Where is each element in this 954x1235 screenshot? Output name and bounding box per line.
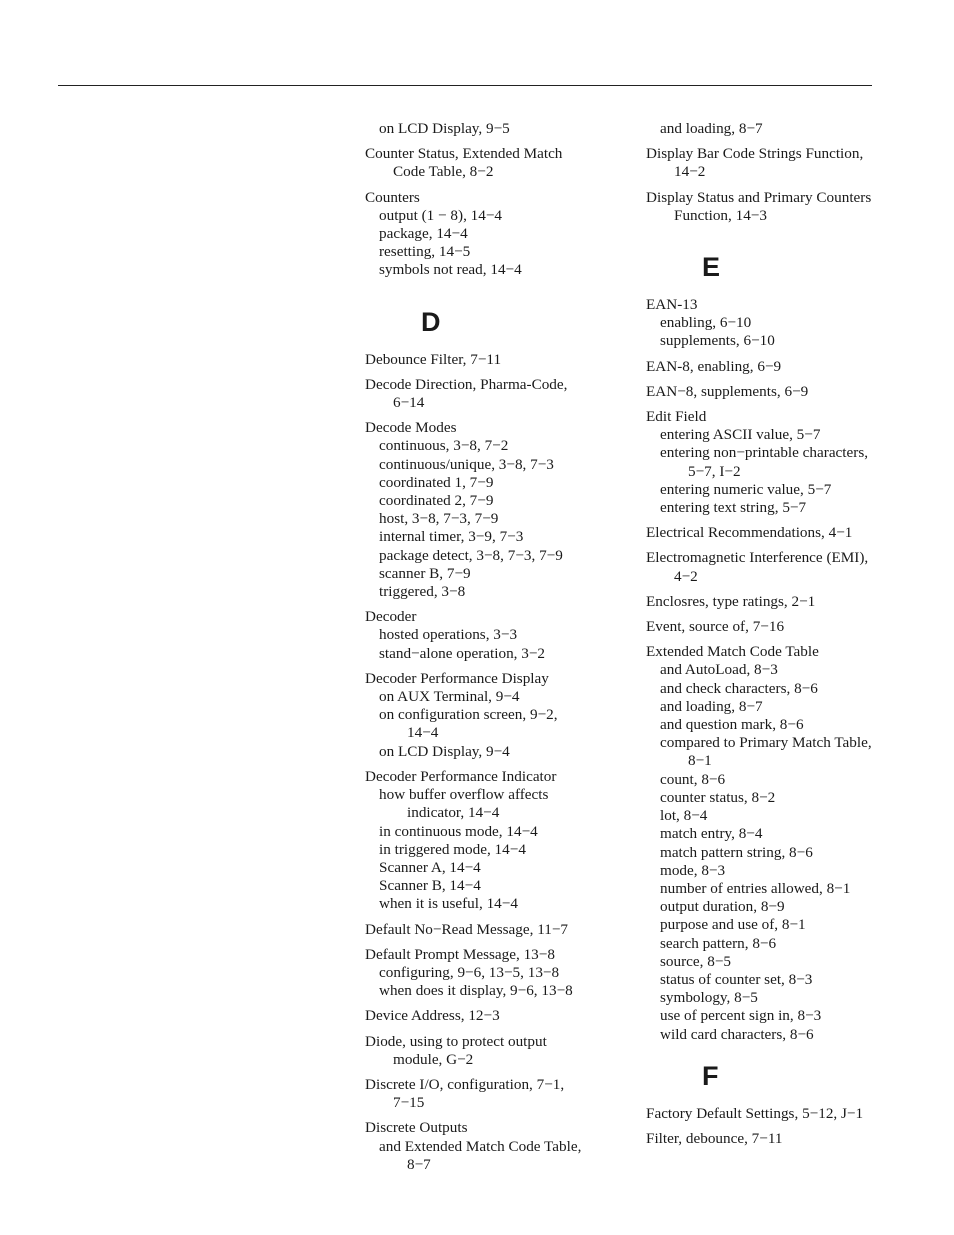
index-subterm: continuous, 3−8, 7−2 (379, 437, 509, 455)
index-subterm: on configuration screen, 9−2, (379, 706, 558, 724)
index-continuation: 14−4 (407, 724, 439, 742)
index-entry (365, 189, 635, 280)
index-subterm: on AUX Terminal, 9−4 (379, 688, 520, 706)
index-term: Edit Field (646, 408, 707, 426)
index-term: Debounce Filter, 7−11 (365, 350, 502, 368)
index-term: Decoder Performance Display (365, 669, 549, 687)
index-term: Electrical Recommendations, 4−1 (646, 524, 853, 542)
index-term: Decoder (365, 608, 417, 626)
index-term: Discrete Outputs (365, 1119, 468, 1137)
section-letter: F (702, 1060, 719, 1091)
index-subterm: internal timer, 3−9, 7−3 (379, 528, 524, 546)
index-continuation: 8−1 (688, 752, 712, 770)
index-subterm: how buffer overflow affects (379, 786, 549, 804)
index-subterm: package, 14−4 (379, 225, 468, 243)
index-term: Diode, using to protect output (365, 1032, 547, 1050)
index-entry (646, 643, 936, 1043)
index-entry (365, 419, 635, 601)
index-subterm: in continuous mode, 14−4 (379, 822, 538, 840)
section-letter: D (421, 306, 441, 337)
index-subterm: use of percent sign in, 8−3 (660, 1007, 822, 1025)
index-continuation: indicator, 14−4 (407, 804, 500, 822)
index-subterm: number of entries allowed, 8−1 (660, 879, 851, 897)
index-term: Electromagnetic Interference (EMI), (646, 549, 869, 567)
index-term: Device Address, 12−3 (365, 1007, 500, 1025)
index-entry (365, 670, 635, 761)
index-term: Display Status and Primary Counters (646, 188, 872, 206)
index-entry (365, 768, 635, 914)
index-entry (365, 1076, 635, 1112)
index-subterm: match pattern string, 8−6 (660, 843, 813, 861)
index-subterm: when does it display, 9−6, 13−8 (379, 982, 573, 1000)
index-entry (365, 145, 635, 181)
index-subterm: search pattern, 8−6 (660, 934, 777, 952)
index-subterm: counter status, 8−2 (660, 788, 776, 806)
index-subterm: enabling, 6−10 (660, 314, 752, 332)
index-subterm: entering numeric value, 5−7 (660, 480, 832, 498)
index-continuation: 6−14 (393, 394, 425, 412)
index-entry (646, 358, 936, 376)
index-term: Default No−Read Message, 11−7 (365, 920, 568, 938)
index-subterm: and question mark, 8−6 (660, 716, 804, 734)
index-subterm: scanner B, 7−9 (379, 564, 471, 582)
index-subterm: resetting, 14−5 (379, 243, 471, 261)
index-entry (646, 189, 936, 225)
header-rule (58, 85, 872, 86)
index-subterm: symbology, 8−5 (660, 989, 758, 1007)
index-term: Display Bar Code Strings Function, (646, 145, 864, 163)
index-subterm: package detect, 3−8, 7−3, 7−9 (379, 546, 563, 564)
index-subterm: Scanner A, 14−4 (379, 858, 481, 876)
index-entry (646, 1130, 936, 1148)
index-continuation: 8−7 (407, 1155, 431, 1173)
index-subterm: coordinated 2, 7−9 (379, 492, 494, 510)
index-term: Filter, debounce, 7−11 (646, 1129, 783, 1147)
index-subterm: entering non−printable characters, (660, 444, 869, 462)
index-entry (365, 1119, 635, 1174)
index-term: Discrete I/O, configuration, 7−1, (365, 1075, 565, 1093)
index-subterm: when it is useful, 14−4 (379, 895, 518, 913)
index-subterm: triggered, 3−8 (379, 583, 466, 601)
index-continuation: module, G−2 (393, 1050, 474, 1068)
index-entry (646, 549, 936, 585)
index-subterm: and Extended Match Code Table, (379, 1137, 582, 1155)
index-term: Enclosres, type ratings, 2−1 (646, 592, 816, 610)
index-continuation: 5−7, I−2 (688, 462, 741, 480)
index-subterm: supplements, 6−10 (660, 332, 775, 350)
index-subterm: entering text string, 5−7 (660, 499, 807, 517)
index-term: Event, source of, 7−16 (646, 618, 785, 636)
index-subterm: in triggered mode, 14−4 (379, 840, 526, 858)
index-column-right (646, 120, 936, 1155)
index-term: Decoder Performance Indicator (365, 767, 557, 785)
index-entry-continued (365, 120, 635, 138)
index-subterm: output duration, 8−9 (660, 898, 785, 916)
index-entry (646, 145, 936, 181)
index-subterm: and loading, 8−7 (660, 120, 763, 137)
index-term: Decode Direction, Pharma-Code, (365, 375, 568, 393)
index-subterm: and AutoLoad, 8−3 (660, 661, 778, 679)
index-entry (646, 524, 936, 542)
index-subterm: symbols not read, 14−4 (379, 261, 522, 279)
index-column-left (365, 120, 635, 1181)
index-subterm: stand−alone operation, 3−2 (379, 644, 546, 662)
index-entry (646, 593, 936, 611)
index-term: Counter Status, Extended Match (365, 145, 563, 163)
index-entry (365, 376, 635, 412)
index-subterm: Scanner B, 14−4 (379, 877, 481, 895)
index-continuation: 4−2 (674, 567, 698, 585)
index-subterm: entering ASCII value, 5−7 (660, 426, 821, 444)
index-subterm: on LCD Display, 9−5 (379, 120, 510, 137)
index-entry (646, 408, 936, 517)
index-subterm: match entry, 8−4 (660, 825, 763, 843)
index-entry (365, 351, 635, 369)
index-subterm: lot, 8−4 (660, 807, 708, 825)
index-entry (646, 296, 936, 351)
index-subterm: hosted operations, 3−3 (379, 626, 518, 644)
index-subterm: continuous/unique, 3−8, 7−3 (379, 455, 554, 473)
index-term: Counters (365, 188, 420, 206)
index-entry (365, 1033, 635, 1069)
index-subterm: purpose and use of, 8−1 (660, 916, 806, 934)
index-entry (365, 921, 635, 939)
index-subterm: count, 8−6 (660, 770, 726, 788)
index-subterm: and loading, 8−7 (660, 697, 763, 715)
index-subterm: and check characters, 8−6 (660, 679, 818, 697)
index-entry (365, 1007, 635, 1025)
index-entry (365, 946, 635, 1001)
index-term: EAN-8, enabling, 6−9 (646, 357, 782, 375)
index-term: Decode Modes (365, 419, 457, 437)
index-subterm: compared to Primary Match Table, (660, 734, 872, 752)
index-subterm: on LCD Display, 9−4 (379, 742, 510, 760)
index-continuation: 14−2 (674, 163, 706, 181)
index-entry (646, 1105, 936, 1123)
index-continuation: 7−15 (393, 1094, 425, 1112)
index-entry (646, 383, 936, 401)
index-entry (646, 618, 936, 636)
index-subterm: configuring, 9−6, 13−5, 13−8 (379, 963, 560, 981)
index-subterm: wild card characters, 8−6 (660, 1025, 814, 1043)
index-subterm: status of counter set, 8−3 (660, 970, 813, 988)
index-subterm: coordinated 1, 7−9 (379, 473, 494, 491)
index-entry (365, 608, 635, 663)
index-subterm: output (1 − 8), 14−4 (379, 206, 503, 224)
index-entry-continued (646, 120, 936, 138)
index-term: EAN−8, supplements, 6−9 (646, 382, 809, 400)
section-letter: E (702, 252, 721, 283)
index-continuation: Code Table, 8−2 (393, 163, 494, 181)
index-term: EAN-13 (646, 296, 698, 314)
index-term: Default Prompt Message, 13−8 (365, 945, 555, 963)
index-subterm: source, 8−5 (660, 952, 731, 970)
index-subterm: mode, 8−3 (660, 861, 726, 879)
index-subterm: host, 3−8, 7−3, 7−9 (379, 510, 499, 528)
index-term: Factory Default Settings, 5−12, J−1 (646, 1104, 864, 1122)
index-continuation: Function, 14−3 (674, 206, 767, 224)
index-term: Extended Match Code Table (646, 643, 819, 661)
